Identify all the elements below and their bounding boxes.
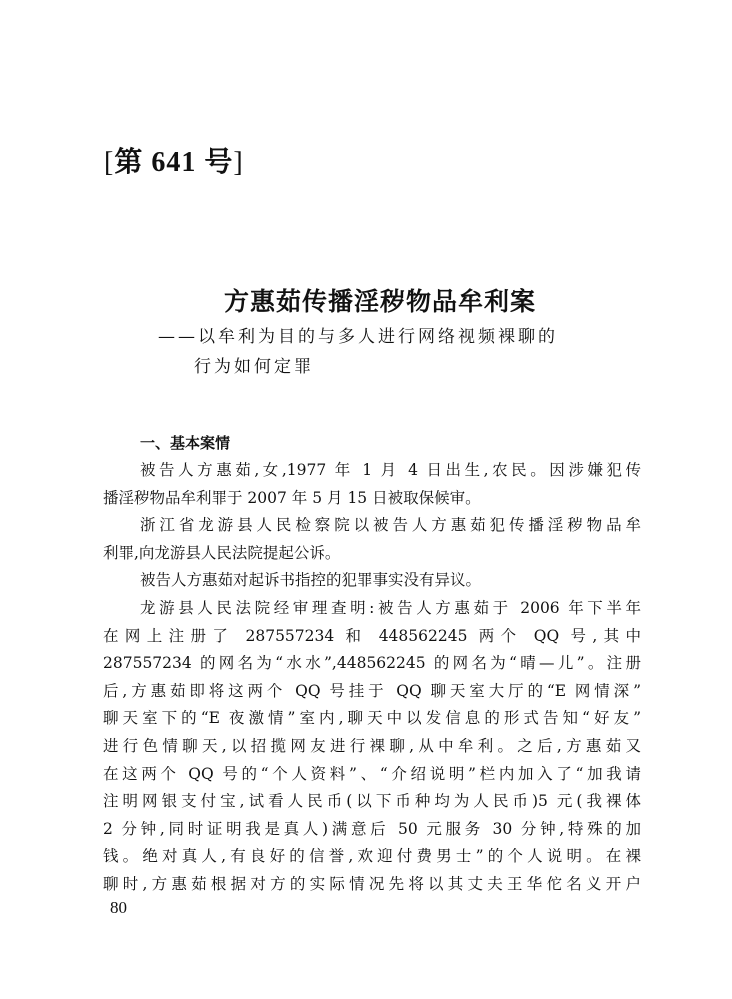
body-line: 注明网银支付宝,试看人民币(以下币种均为人民币)5 元(我裸体: [103, 792, 641, 811]
body-line: 后,方惠茹即将这两个 QQ 号挂于 QQ 聊天室大厅的“E 网情深”: [103, 681, 641, 700]
body-line: 在网上注册了 287557234 和 448562245 两个 QQ 号,其中: [103, 626, 641, 645]
case-number-label: 第 641 号: [114, 147, 234, 178]
body-line: 被告人方惠茹,女,1977 年 1 月 4 日出生,农民。因涉嫌犯传: [140, 461, 641, 479]
case-body-text: [103, 457, 641, 899]
body-line: 在这两个 QQ 号的“个人资料”、“介绍说明”栏内加入了“加我请: [103, 764, 641, 783]
page-number: 80: [110, 898, 127, 917]
body-line: 聊时,方惠茹根据对方的实际情况先将以其丈夫王华佗名义开户: [103, 874, 641, 893]
body-line: 播淫秽物品牟利罪于 2007 年 5 月 15 日被取保候审。: [103, 488, 481, 507]
case-subtitle: [158, 322, 558, 382]
body-line: 287557234 的网名为“水水”,448562245 的网名为“晴—儿”。注册: [103, 654, 641, 673]
body-line: 钱。绝对真人,有良好的信誉,欢迎付费男士”的个人说明。在裸: [103, 847, 641, 866]
case-title: [0, 282, 732, 318]
section-heading: 一、基本案情: [140, 434, 231, 452]
body-line: 聊天室下的“E 夜激情”室内,聊天中以发信息的形式告知“好友”: [103, 709, 641, 728]
case-number: [104, 140, 244, 180]
body-line: 龙游县人民法院经审理查明:被告人方惠茹于 2006 年下半年: [140, 598, 641, 617]
body-line: 2 分钟,同时证明我是真人)满意后 50 元服务 30 分钟,特殊的加: [103, 819, 641, 838]
body-line: 利罪,向龙游县人民法院提起公诉。: [103, 543, 341, 562]
body-line: 被告人方惠茹对起诉书指控的犯罪事实没有异议。: [140, 571, 482, 590]
subtitle-line-1: ——以牟利为目的与多人进行网络视频裸聊的: [158, 327, 558, 347]
subtitle-line-2: 行为如何定罪: [194, 357, 314, 377]
body-line: 进行色情聊天,以招揽网友进行裸聊,从中牟利。之后,方惠茹又: [103, 736, 641, 755]
close-bracket: ]: [233, 147, 244, 178]
open-bracket: [: [104, 147, 115, 178]
body-line: 浙江省龙游县人民检察院以被告人方惠茹犯传播淫秽物品牟: [140, 516, 641, 535]
case-title-text: 方惠茹传播淫秽物品牟利案: [223, 287, 536, 316]
